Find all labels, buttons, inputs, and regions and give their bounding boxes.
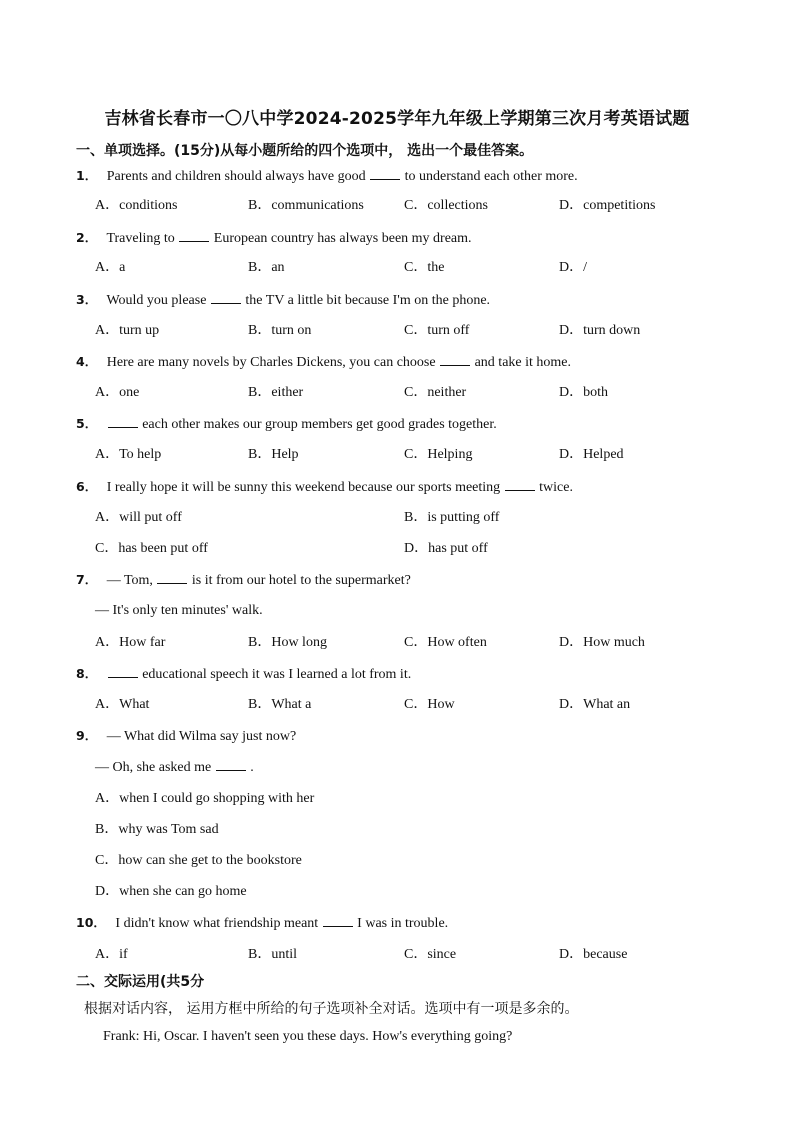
option-d: D．because xyxy=(559,947,628,962)
question-text-pre: Here are many novels by Charles Dickens, you can choose xyxy=(106,355,436,370)
option-d: D．/ xyxy=(559,260,587,275)
option-c: C．How xyxy=(404,697,455,712)
option-a: A．will put off xyxy=(95,510,182,525)
option-a: A．when I could go shopping with her xyxy=(95,791,315,806)
question-number: 3． xyxy=(76,292,98,307)
question-text-post: twice. xyxy=(539,480,573,495)
question-text-pre: I really hope it will be sunny this weekend because our sports meeting xyxy=(106,480,501,495)
question-text-pre: Would you please xyxy=(106,293,207,308)
question-9-reply xyxy=(95,757,254,777)
question-number: 7． xyxy=(76,572,98,587)
question-text-pre: Parents and children should always have good xyxy=(106,169,366,184)
answer-blank xyxy=(179,228,209,242)
question-9 xyxy=(76,726,296,746)
question-5 xyxy=(76,414,497,434)
answer-blank xyxy=(211,290,241,304)
section2-instruction: 根据对话内容， 运用方框中所给的句子选项补全对话。选项中有一项是多余的。 xyxy=(84,1001,579,1017)
question-number: 5． xyxy=(76,416,98,431)
option-a: A．one xyxy=(95,385,140,400)
option-a: A．if xyxy=(95,947,128,962)
option-a: A．turn up xyxy=(95,323,160,338)
question-text-post: educational speech it was I learned a lot from it. xyxy=(142,667,412,682)
option-d: D．when she can go home xyxy=(95,884,247,899)
question-number: 4． xyxy=(76,354,98,369)
option-a: A．What xyxy=(95,697,150,712)
option-d: D．turn down xyxy=(559,323,641,338)
question-text-post: each other makes our group members get good grades together. xyxy=(142,417,497,432)
option-d: D．has put off xyxy=(404,541,488,556)
question-text-post: to understand each other more. xyxy=(404,169,578,184)
option-d: D．How much xyxy=(559,635,645,650)
section1-heading: 一、单项选择。(15分)从每小题所给的四个选项中， 选出一个最佳答案。 xyxy=(76,143,534,159)
question-1 xyxy=(76,166,578,186)
option-c: C．collections xyxy=(404,198,488,213)
answer-blank xyxy=(370,166,400,180)
option-b: B．How long xyxy=(248,635,327,650)
question-number: 9． xyxy=(76,728,98,743)
option-b: B．turn on xyxy=(248,323,312,338)
answer-blank xyxy=(108,664,138,678)
option-b: B．is putting off xyxy=(404,510,500,525)
question-10 xyxy=(76,913,448,933)
question-6 xyxy=(76,477,573,497)
question-3 xyxy=(76,290,490,310)
question-7-reply: — It's only ten minutes' walk. xyxy=(95,603,263,618)
option-b: B．either xyxy=(248,385,304,400)
answer-blank xyxy=(323,913,353,927)
question-text-post: I was in trouble. xyxy=(357,916,449,931)
option-b: B．why was Tom sad xyxy=(95,822,219,837)
option-c: C．Helping xyxy=(404,447,473,462)
answer-blank xyxy=(440,352,470,366)
option-c: C．How often xyxy=(404,635,487,650)
reply-text-pre: — Oh, she asked me xyxy=(95,760,212,775)
option-c: C．since xyxy=(404,947,457,962)
reply-text-post: . xyxy=(250,760,254,775)
question-text-pre: Traveling to xyxy=(106,231,175,246)
question-text-pre: I didn't know what friendship meant xyxy=(115,916,319,931)
dialog-line: Frank: Hi, Oscar. I haven't seen you these days. How's everything going? xyxy=(103,1029,513,1044)
option-c: C．has been put off xyxy=(95,541,208,556)
option-b: B．communications xyxy=(248,198,364,213)
question-number: 6． xyxy=(76,479,98,494)
page-title: 吉林省长春市一〇八中学2024-2025学年九年级上学期第三次月考英语试题 xyxy=(104,109,690,129)
option-d: D．both xyxy=(559,385,608,400)
question-number: 2． xyxy=(76,230,98,245)
section2-heading: 二、交际运用(共5分 xyxy=(76,974,205,990)
question-text-post: European country has always been my dream. xyxy=(213,231,472,246)
option-c: C．the xyxy=(404,260,445,275)
option-c: C．neither xyxy=(404,385,467,400)
question-text-post: the TV a little bit because I'm on the phone. xyxy=(245,293,491,308)
question-number: 8． xyxy=(76,666,98,681)
question-number: 10． xyxy=(76,915,106,930)
option-a: A．To help xyxy=(95,447,162,462)
option-c: C．turn off xyxy=(404,323,470,338)
question-text-pre: — Tom, xyxy=(106,573,153,588)
option-b: B．What a xyxy=(248,697,312,712)
question-4 xyxy=(76,352,571,372)
question-text-post: and take it home. xyxy=(474,355,572,370)
option-d: D．Helped xyxy=(559,447,624,462)
option-b: B．an xyxy=(248,260,285,275)
question-7 xyxy=(76,570,411,590)
option-a: A．How far xyxy=(95,635,166,650)
option-d: D．What an xyxy=(559,697,631,712)
option-b: B．Help xyxy=(248,447,299,462)
answer-blank xyxy=(216,757,246,771)
answer-blank xyxy=(505,477,535,491)
question-8 xyxy=(76,664,411,684)
answer-blank xyxy=(157,570,187,584)
question-text-post: is it from our hotel to the supermarket? xyxy=(191,573,411,588)
option-a: A．conditions xyxy=(95,198,178,213)
option-c: C．how can she get to the bookstore xyxy=(95,853,302,868)
answer-blank xyxy=(108,414,138,428)
option-a: A．a xyxy=(95,260,126,275)
question-2 xyxy=(76,228,472,248)
option-d: D．competitions xyxy=(559,198,656,213)
question-text-pre: — What did Wilma say just now? xyxy=(106,729,297,744)
option-b: B．until xyxy=(248,947,298,962)
question-number: 1． xyxy=(76,168,98,183)
